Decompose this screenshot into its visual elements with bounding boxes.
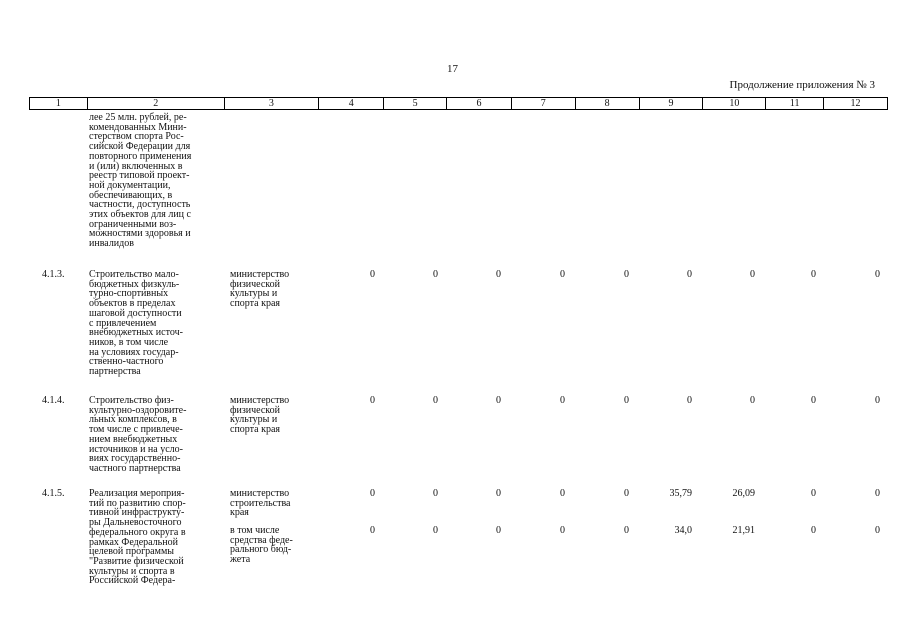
- value-cell: 0: [370, 525, 375, 536]
- value-cell: 0: [370, 488, 375, 499]
- value-cell: 0: [370, 269, 375, 280]
- header-cell: 9: [640, 98, 704, 109]
- value-cell: 0: [811, 395, 816, 406]
- row-executor: министерство строительства края: [230, 488, 291, 519]
- value-cell: 0: [560, 525, 565, 536]
- header-cell: 5: [384, 98, 447, 109]
- value-cell: 0: [875, 395, 880, 406]
- value-cell: 0: [496, 488, 501, 499]
- value-cell: 26,09: [732, 488, 755, 499]
- value-cell: 0: [496, 525, 501, 536]
- header-cell: 3: [225, 98, 320, 109]
- value-cell: 0: [624, 488, 629, 499]
- header-cell: 1: [30, 98, 88, 109]
- value-cell: 0: [560, 488, 565, 499]
- row-executor: министерство физической культуры и спорта края: [230, 395, 290, 436]
- value-cell: 0: [433, 525, 438, 536]
- row-executor: министерство физической культуры и спорта края: [230, 269, 290, 310]
- page-number: 17: [447, 63, 458, 75]
- row-number: 4.1.4.: [42, 395, 65, 406]
- value-cell: 0: [687, 395, 692, 406]
- header-cell: 6: [447, 98, 512, 109]
- value-cell: 0: [875, 269, 880, 280]
- header-cell: 11: [766, 98, 824, 109]
- header-cell: 12: [850, 98, 861, 109]
- value-cell: 0: [496, 395, 501, 406]
- value-cell: 0: [811, 488, 816, 499]
- header-cell: 4: [319, 98, 384, 109]
- row-name: Реализация мероприя- тий по развитию спор- тивной инфраструкту- ры Дальневосточного федерального округа в рамках Федеральной целевой программы "Развитие физической культуры и спорта в Российской Федера-: [89, 488, 186, 587]
- value-cell: 0: [624, 525, 629, 536]
- value-cell: 0: [624, 269, 629, 280]
- value-cell: 0: [811, 525, 816, 536]
- header-cell: 2: [88, 98, 225, 109]
- value-cell: 0: [811, 269, 816, 280]
- continuation-label: Продолжение приложения № 3: [729, 79, 875, 91]
- value-cell: 0: [433, 269, 438, 280]
- value-cell: 0: [750, 395, 755, 406]
- value-cell: 0: [433, 488, 438, 499]
- value-cell: 0: [875, 525, 880, 536]
- header-cell: 10: [703, 98, 766, 109]
- header-cell: 7: [512, 98, 576, 109]
- value-cell: 0: [560, 269, 565, 280]
- table-header: [29, 97, 888, 110]
- value-cell: 0: [750, 269, 755, 280]
- value-cell: 35,79: [669, 488, 692, 499]
- row-name: лее 25 млн. рублей, ре- комендованных Мини- стерством спорта Рос- сийской Федерации для повторного применения и (или) включенных в реестр типовой проект- ной документации, обеспечивающих, в частности, доступность этих объектов для лиц с ограниченными воз- можностями здоровья и инвалидов: [89, 112, 192, 250]
- row-number: 4.1.5.: [42, 488, 65, 499]
- value-cell: 34,0: [674, 525, 692, 536]
- value-cell: 0: [875, 488, 880, 499]
- row-executor-subline: в том числе средства феде- рального бюд- жета: [230, 525, 293, 566]
- header-cell: 8: [576, 98, 640, 109]
- value-cell: 0: [496, 269, 501, 280]
- value-cell: 0: [370, 395, 375, 406]
- value-cell: 0: [560, 395, 565, 406]
- row-number: 4.1.3.: [42, 269, 65, 280]
- row-name: Строительство физ- культурно-оздоровите- льных комплексов, в том числе с привлече- нием внебюджетных источников и на усло- виях государственно- частного партнерства: [89, 395, 187, 474]
- row-name: Строительство мало- бюджетных физкуль- турно-спортивных объектов в пределах шаговой доступности с привлечением внебюджетных источ- ников, в том числе на условиях государ- ственно-частного партнерства: [89, 269, 183, 378]
- value-cell: 0: [624, 395, 629, 406]
- value-cell: 0: [687, 269, 692, 280]
- value-cell: 0: [433, 395, 438, 406]
- value-cell: 21,91: [732, 525, 755, 536]
